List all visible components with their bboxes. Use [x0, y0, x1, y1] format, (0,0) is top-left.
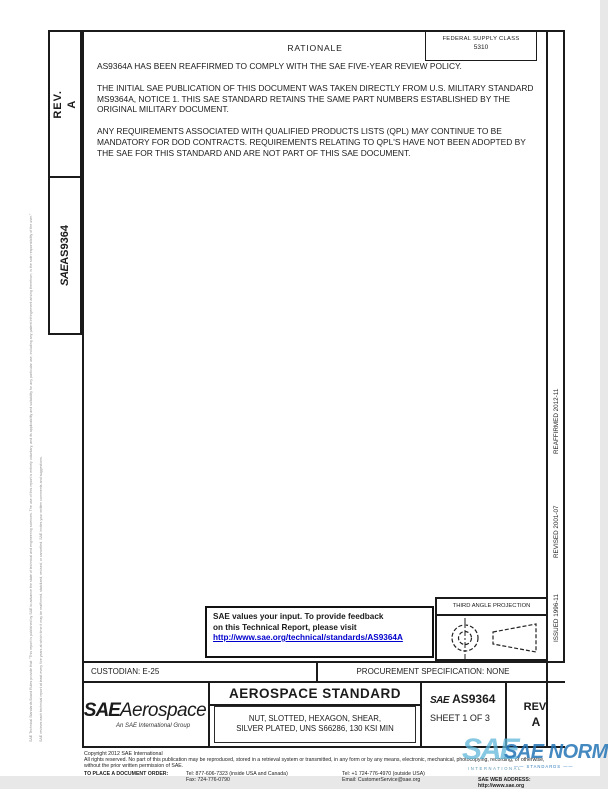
sae-norm-watermark-sublabel: —— STANDARDS ——: [514, 764, 574, 769]
issued-date: ISSUED 1996-11: [553, 594, 560, 642]
rationale-title: RATIONALE: [287, 43, 343, 53]
document-title-box: [214, 706, 416, 743]
rationale-paragraph-2: THE INITIAL SAE PUBLICATION OF THIS DOCUMENT WAS TAKEN DIRECTLY FROM U.S. MILITARY STANDARD MS9364A, NOTICE 1. THIS SAE STANDARD RETAINS THE SAME PART NUMBERS ESTABLISHED BY THE ORIGINAL MILITARY DOCUMENT.: [97, 82, 534, 115]
sae-logo-text: SAE: [83, 700, 120, 721]
margin-disclaimer-2: SAE reviews each technical report at least every five years at which time it may be reaffirmed, stabilized, revised, or cancelled. SAE invites your written comments and suggestions.: [39, 456, 43, 742]
aerospace-logo-text: Aerospace: [119, 700, 207, 721]
third-angle-projection-icon: [437, 616, 546, 661]
document-title-line-1: NUT, SLOTTED, HEXAGON, SHEAR,: [248, 714, 382, 723]
sae-international-watermark-label: INTERNATIONAL: [468, 766, 522, 771]
revision-label: REV.: [523, 700, 549, 713]
rationale-body: [97, 61, 544, 170]
info-row: [82, 661, 565, 681]
revision-value: A: [531, 714, 541, 729]
rev-box: [48, 30, 82, 178]
feedback-link[interactable]: http://www.sae.org/technical/standards/AS9364A: [213, 633, 403, 642]
rationale-paragraph-1: AS9364A HAS BEEN REAFFIRMED TO COMPLY WITH THE SAE FIVE-YEAR REVIEW POLICY.: [97, 61, 462, 71]
rev-box-value: A: [66, 99, 78, 109]
document-number: AS9364: [452, 692, 496, 706]
sheet-number: SHEET 1 OF 3: [430, 713, 490, 723]
email-address: Email: CustomerService@sae.org: [342, 776, 421, 783]
rev-box-label: REV.: [52, 89, 64, 119]
fax-number: Fax: 724-776-0790: [186, 776, 230, 783]
revised-date: REVISED 2001-07: [553, 505, 560, 558]
fsc-label: FEDERAL SUPPLY CLASS: [442, 36, 520, 42]
feedback-line-2: on this Technical Report, please visit: [213, 622, 357, 632]
sae-aerospace-logo: [82, 683, 210, 746]
third-angle-projection-box: [435, 597, 548, 661]
margin-disclaimer-1: SAE Technical Standards Board Rules provide that: "This report is published by SAE to advance the state of technical and engineering sciences. The use of this report is entirely voluntary, and its applicability and suitability for any particular use, including any patent infringement arising therefrom, is the sole responsibility of the user.": [29, 213, 33, 742]
third-angle-projection-title: THIRD ANGLE PROJECTION: [437, 599, 546, 616]
tel-outside: Tel: +1 724-776-4970 (outside USA): [342, 770, 425, 777]
sae-norm-watermark: SAE NORM: [504, 741, 608, 763]
copyright-line: Copyright 2012 SAE International: [84, 751, 163, 757]
feedback-line-1: SAE values your input. To provide feedback: [213, 612, 384, 621]
standard-type-title: AEROSPACE STANDARD: [210, 683, 420, 706]
sae-mark-small: SAE: [430, 695, 450, 706]
sae-logo-mark: SAE: [59, 264, 71, 286]
rights-line: All rights reserved. No part of this publication may be reproduced, stored in a retrieval system or transmitted, in any form or by any means, electronic, mechanical, photocopying, recording, or otherwise, without the prior written permission of SAE.: [84, 757, 545, 770]
procurement-spec-cell: PROCUREMENT SPECIFICATION: NONE: [356, 667, 510, 676]
doc-number-vertical: AS9364: [59, 225, 71, 265]
info-row-spacer: [548, 663, 565, 681]
order-info-grid: [84, 771, 562, 789]
order-label: TO PLACE A DOCUMENT ORDER:: [84, 770, 169, 777]
feedback-box: [205, 606, 434, 658]
custodian-cell: CUSTODIAN: E-25: [82, 663, 318, 681]
logo-subtitle: An SAE International Group: [116, 723, 191, 729]
right-date-column: [548, 30, 565, 661]
reaffirmed-date: REAFFIRMED 2012-11: [553, 388, 560, 454]
web-address: SAE WEB ADDRESS: http://www.sae.org: [478, 776, 531, 789]
document-title-line-2: SILVER PLATED, UNS S66286, 130 KSI MIN: [236, 724, 394, 733]
fsc-value: 5310: [473, 44, 489, 51]
doc-number-box: [48, 176, 82, 335]
standard-title-cell: [210, 683, 422, 746]
rationale-paragraph-3: ANY REQUIREMENTS ASSOCIATED WITH QUALIFIED PRODUCTS LISTS (QPL) MAY CONTINUE TO BE MANDATORY FOR DOD CONTRACTS. REQUIREMENTS RELATING TO QPL'S HAVE NOT BEEN ADOPTED BY THE SAE FOR THIS STANDARD AND ARE NOT PART OF THIS SAE DOCUMENT.: [97, 126, 526, 158]
sae-international-watermark-icon: SAE: [462, 733, 518, 766]
tel-inside: Tel: 877-606-7323 (inside USA and Canada): [186, 770, 288, 777]
